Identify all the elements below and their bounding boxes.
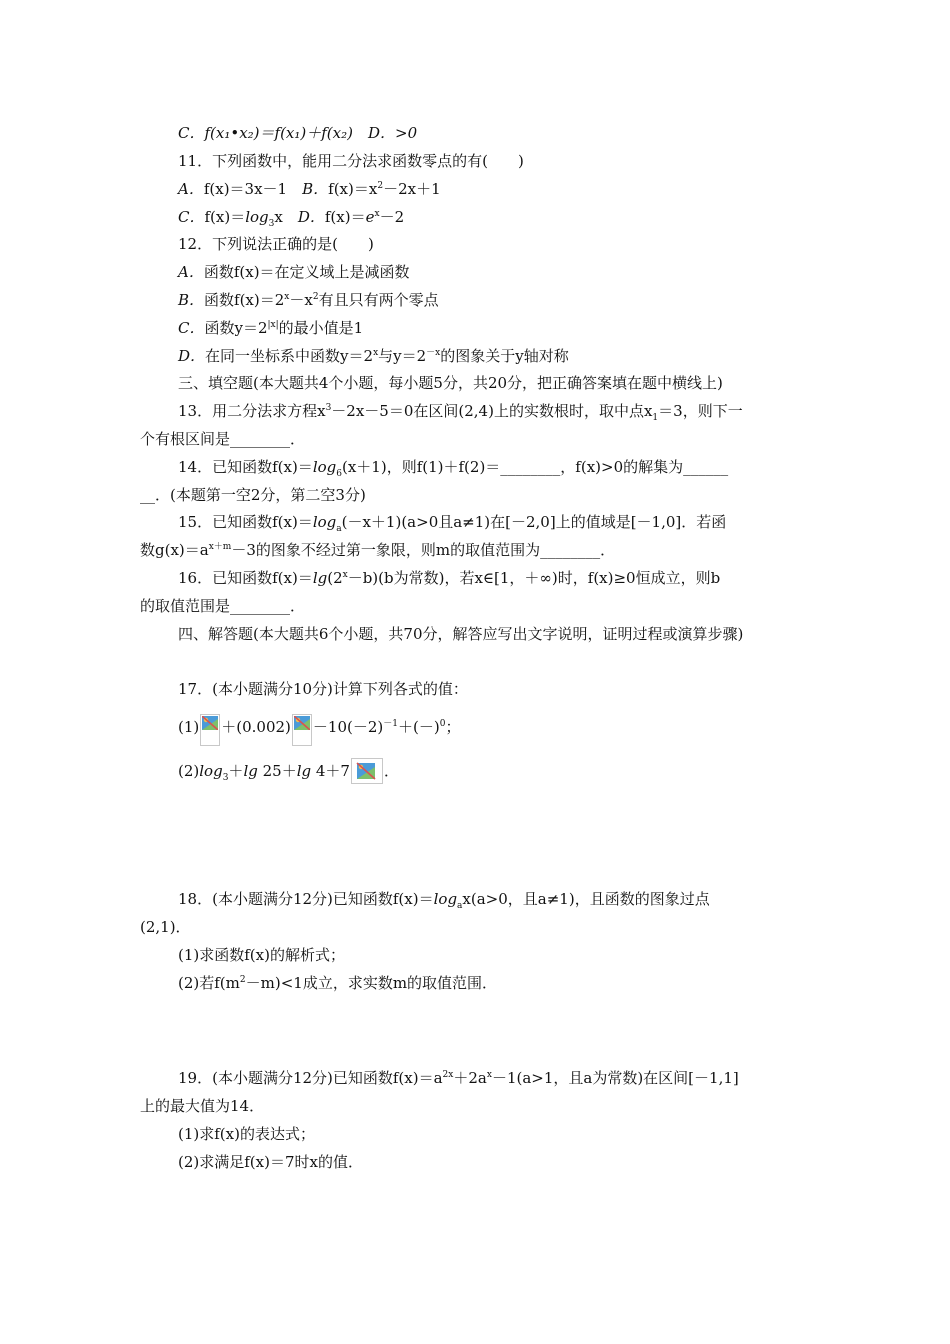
q15-text-1: 15．已知函数f(x)＝ bbox=[178, 513, 313, 531]
q17-part1-text-c: －10(－2) bbox=[312, 718, 384, 736]
broken-image-icon bbox=[351, 758, 383, 784]
q17-part2-log: log bbox=[199, 762, 223, 780]
q18-text-2: x(a>0，且a≠1)，且函数的图象过点 bbox=[462, 890, 710, 908]
q19-line1 bbox=[178, 1068, 820, 1088]
q12-opt-d-line bbox=[178, 346, 820, 366]
q11-opt-c-base: 3 bbox=[268, 219, 275, 229]
q17-part1-text-e: ； bbox=[445, 718, 461, 736]
q17-part2-text-c: 25＋ bbox=[257, 762, 297, 780]
q18-sub2-sup: 2 bbox=[239, 975, 246, 985]
q12-opt-d-sup2: －x bbox=[426, 348, 441, 358]
q10-opt-d: D．>0 bbox=[367, 124, 418, 142]
q11-opt-d-label: D． bbox=[297, 208, 325, 226]
q17-part1 bbox=[178, 714, 820, 746]
q12-opt-c: 函数y＝2 bbox=[204, 319, 268, 337]
q11-opt-d: f(x)＝ bbox=[324, 208, 366, 226]
section-3-heading: 三、填空题(本大题共4个小题，每小题5分，共20分，把正确答案填在题中横线上) bbox=[178, 374, 723, 392]
q10-opt-c: C．f(x₁•x₂)＝f(x₁)＋f(x₂) bbox=[178, 124, 368, 142]
q17-part2-text-e: ． bbox=[383, 762, 399, 780]
q17-part2-label: (2) bbox=[178, 762, 200, 780]
q14-line1 bbox=[178, 457, 820, 477]
q18-base: a bbox=[457, 901, 463, 911]
q11-options-ab bbox=[178, 179, 820, 199]
q15-text-4: －3的图象不经过第一象限，则m的取值范围为________． bbox=[231, 541, 616, 559]
q17-part2-text-d: 4＋7 bbox=[311, 762, 350, 780]
q11-opt-d-e: e bbox=[365, 208, 375, 226]
q14-log: log bbox=[312, 458, 337, 476]
q14-text-2: (x＋1)，则f(1)＋f(2)＝________，f(x)>0的解集为______ bbox=[341, 458, 729, 476]
q17-part1-text-b: ＋(0.002) bbox=[221, 718, 291, 736]
q11-opt-c-label: C． bbox=[178, 208, 205, 226]
q12-opt-b: 函数f(x)＝2 bbox=[204, 291, 285, 309]
q19-sup1: 2x bbox=[442, 1070, 454, 1080]
q16-text-3: －b)(b为常数)，若x∈[1，＋∞)时，f(x)≥0恒成立，则b bbox=[347, 569, 721, 587]
q14-line2: __．(本题第一空2分，第二空3分) bbox=[140, 486, 366, 504]
q14-base: 6 bbox=[336, 469, 342, 479]
q18-sub1: (1)求函数f(x)的解析式； bbox=[178, 946, 345, 964]
q17-part2-lg2: lg bbox=[296, 762, 312, 780]
q11-opt-b-label: B． bbox=[302, 180, 329, 198]
q18-sub2 bbox=[178, 973, 820, 993]
q11-stem: 11．下列函数中，能用二分法求函数零点的有( ) bbox=[178, 152, 524, 170]
q16-sup: x bbox=[342, 570, 348, 580]
q19-line2: 上的最大值为14． bbox=[140, 1097, 265, 1115]
q12-opt-b-sup2: 2 bbox=[312, 292, 319, 302]
broken-image-icon bbox=[292, 714, 312, 746]
q11-opt-b-sup: 2 bbox=[377, 181, 384, 191]
q15-text-3: 数g(x)＝a bbox=[140, 541, 209, 559]
broken-image-icon bbox=[200, 714, 220, 746]
q17-part2-text-b: ＋ bbox=[228, 762, 244, 780]
q17-part2 bbox=[178, 758, 820, 784]
q13-text-3: ＝3，则下一 bbox=[658, 402, 743, 420]
q11-opt-d-sup: x bbox=[374, 209, 380, 219]
q13-line1 bbox=[178, 401, 820, 421]
q12-opt-c-post: 的最小值是1 bbox=[278, 319, 364, 337]
q12-opt-d-sup1: x bbox=[373, 348, 379, 358]
q12-opt-b-label: B． bbox=[178, 291, 205, 309]
q17-part1-sup2: 0 bbox=[439, 719, 446, 729]
q12-opt-a-label: A． bbox=[178, 263, 204, 281]
q14-text-1: 14．已知函数f(x)＝ bbox=[178, 458, 313, 476]
q11-opt-b-post: －2x＋1 bbox=[383, 180, 441, 198]
q12-opt-b-post: 有且只有两个零点 bbox=[318, 291, 439, 309]
q11-options-cd bbox=[178, 207, 820, 227]
q17-part2-base: 3 bbox=[222, 773, 229, 783]
q12-opt-a-line bbox=[178, 262, 820, 282]
q12-opt-b-sup1: x bbox=[284, 292, 290, 302]
q13-text-1: 13．用二分法求方程x bbox=[178, 402, 326, 420]
q19-text-3: －1(a>1，且a为常数)在区间[－1,1] bbox=[491, 1069, 739, 1087]
q16-text-2: (2 bbox=[327, 569, 343, 587]
q13-line2: 个有根区间是________． bbox=[140, 430, 306, 448]
q13-sup: 3 bbox=[325, 403, 332, 413]
q17-part1-sup1: －1 bbox=[383, 719, 398, 729]
q15-log: log bbox=[312, 513, 337, 531]
q18-sub2-text-1: (2)若f(m bbox=[178, 974, 240, 992]
q15-line1 bbox=[178, 512, 820, 532]
q11-opt-a-label: A． bbox=[178, 180, 204, 198]
q11-opt-c-log: log bbox=[245, 208, 269, 226]
q12-opt-a: 函数f(x)＝在定义域上是减函数 bbox=[203, 263, 410, 281]
q16-text-1: 16．已知函数f(x)＝ bbox=[178, 569, 313, 587]
q16-line2: 的取值范围是________． bbox=[140, 597, 306, 615]
q19-text-1: 19．(本小题满分12分)已知函数f(x)＝a bbox=[178, 1069, 443, 1087]
q17-part2-lg1: lg bbox=[243, 762, 258, 780]
q18-line2: (2,1)． bbox=[140, 918, 191, 936]
q12-opt-d-mid: 与y＝2 bbox=[378, 347, 427, 365]
q15-text-2: (－x＋1)(a>0且a≠1)在[－2,0]上的值域是[－1,0]．若函 bbox=[341, 513, 727, 531]
q12-opt-d-label: D． bbox=[178, 347, 206, 365]
q12-opt-c-line bbox=[178, 318, 820, 338]
q13-sub: 1 bbox=[652, 413, 659, 423]
q15-base: a bbox=[336, 524, 342, 534]
q11-opt-a: f(x)＝3x－1 bbox=[203, 180, 303, 198]
q18-line1 bbox=[178, 889, 820, 909]
q16-line1 bbox=[178, 568, 820, 588]
q15-sup: x＋m bbox=[208, 542, 232, 552]
q11-opt-c-post: x bbox=[274, 208, 298, 226]
q10-options-cd bbox=[178, 123, 820, 143]
q19-sub2: (2)求满足f(x)＝7时x的值． bbox=[178, 1153, 363, 1171]
q19-sup2: x bbox=[486, 1070, 492, 1080]
q11-opt-b: f(x)＝x bbox=[328, 180, 378, 198]
q15-line2 bbox=[140, 540, 820, 560]
section-4-heading: 四、解答题(本大题共6个小题，共70分，解答应写出文字说明，证明过程或演算步骤) bbox=[178, 625, 744, 643]
q12-stem: 12．下列说法正确的是( ) bbox=[178, 235, 374, 253]
q17-part1-label: (1) bbox=[178, 718, 200, 736]
q12-opt-b-mid: －x bbox=[289, 291, 313, 309]
q16-lg: lg bbox=[312, 569, 328, 587]
q12-opt-d-post: 的图象关于y轴对称 bbox=[440, 347, 569, 365]
q19-text-2: ＋2a bbox=[453, 1069, 487, 1087]
q12-opt-c-sup: |x| bbox=[267, 320, 279, 330]
q11-opt-c: f(x)＝ bbox=[204, 208, 246, 226]
q12-opt-d: 在同一坐标系中函数y＝2 bbox=[205, 347, 374, 365]
q18-sub2-text-2: －m)<1成立，求实数m的取值范围． bbox=[245, 974, 498, 992]
q11-opt-d-post: －2 bbox=[379, 208, 405, 226]
q18-log: log bbox=[433, 890, 458, 908]
q19-sub1: (1)求f(x)的表达式； bbox=[178, 1125, 315, 1143]
q17-part1-text-d: ＋(－) bbox=[397, 718, 440, 736]
q12-opt-c-label: C． bbox=[178, 319, 205, 337]
q12-opt-b-line bbox=[178, 290, 820, 310]
q13-text-2: －2x－5＝0在区间(2,4)上的实数根时，取中点x bbox=[331, 402, 653, 420]
q18-text-1: 18．(本小题满分12分)已知函数f(x)＝ bbox=[178, 890, 434, 908]
q17-stem: 17．(本小题满分10分)计算下列各式的值： bbox=[178, 680, 468, 698]
